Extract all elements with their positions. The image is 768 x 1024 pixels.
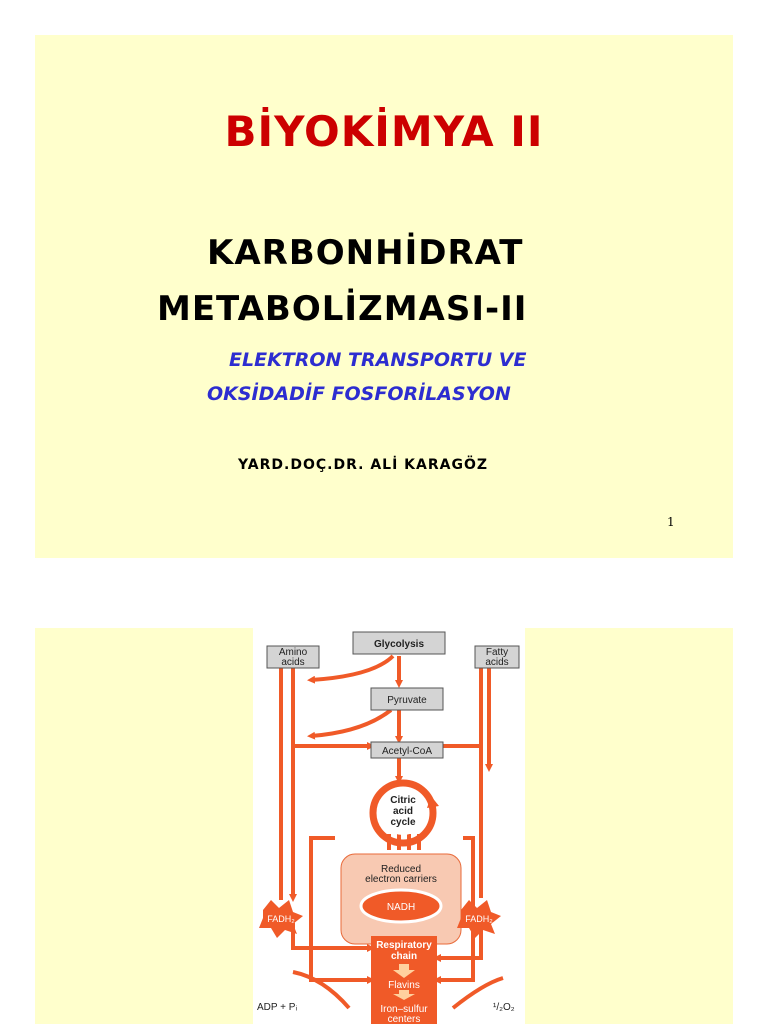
reduced-label-1: Reduced [380, 864, 422, 875]
metabolism-diagram [253, 628, 525, 1024]
amino-acids-label-2: acids [281, 657, 305, 668]
resp-chain-label-1: Respiratory [376, 940, 432, 951]
nadh-label: NADH [386, 902, 416, 913]
subtitle-line-1: KARBONHİDRAT [207, 233, 524, 273]
amino-acids-label-1: Amino [278, 647, 308, 658]
reduced-label-2: electron carriers [365, 874, 437, 885]
iron-sulfur-label-1: Iron–sulfur [380, 1004, 428, 1015]
adp-label: ADP + Pᵢ [257, 1002, 298, 1013]
topic-line-2: OKSİDADİF FOSFORİLASYON [207, 383, 511, 405]
slide-title: BİYOKİMYA II [224, 107, 544, 156]
fadh2-right-label: FADH₂ [465, 914, 493, 924]
flavins-label: Flavins [388, 980, 420, 991]
pyruvate-label: Pyruvate [387, 695, 427, 706]
resp-chain-label-2: chain [390, 951, 418, 962]
metabolism-diagram-svg [253, 628, 525, 1024]
citric-label-3: cycle [390, 817, 416, 828]
title-slide [35, 35, 733, 558]
slide-topic [207, 343, 526, 411]
page-number: 1 [667, 515, 675, 529]
citric-label-2: acid [392, 806, 414, 817]
author-name: YARD.DOÇ.DR. ALİ KARAGÖZ [238, 457, 489, 473]
fatty-acids-label-2: acids [485, 657, 509, 668]
fatty-acids-label-1: Fatty [485, 647, 509, 658]
oxygen-label: ¹/₂O₂ [493, 1002, 515, 1013]
acetyl-coa-label: Acetyl-CoA [381, 746, 433, 757]
diagram-slide [35, 628, 733, 1024]
fadh2-left-label: FADH₂ [267, 914, 295, 924]
topic-line-1: ELEKTRON TRANSPORTU VE [229, 349, 527, 371]
slide-subtitle [157, 225, 527, 337]
subtitle-line-2: METABOLİZMASI-II [157, 289, 528, 329]
iron-sulfur-label-2: centers [387, 1014, 421, 1024]
citric-label-1: Citric [390, 795, 416, 806]
glycolysis-label: Glycolysis [373, 639, 425, 650]
